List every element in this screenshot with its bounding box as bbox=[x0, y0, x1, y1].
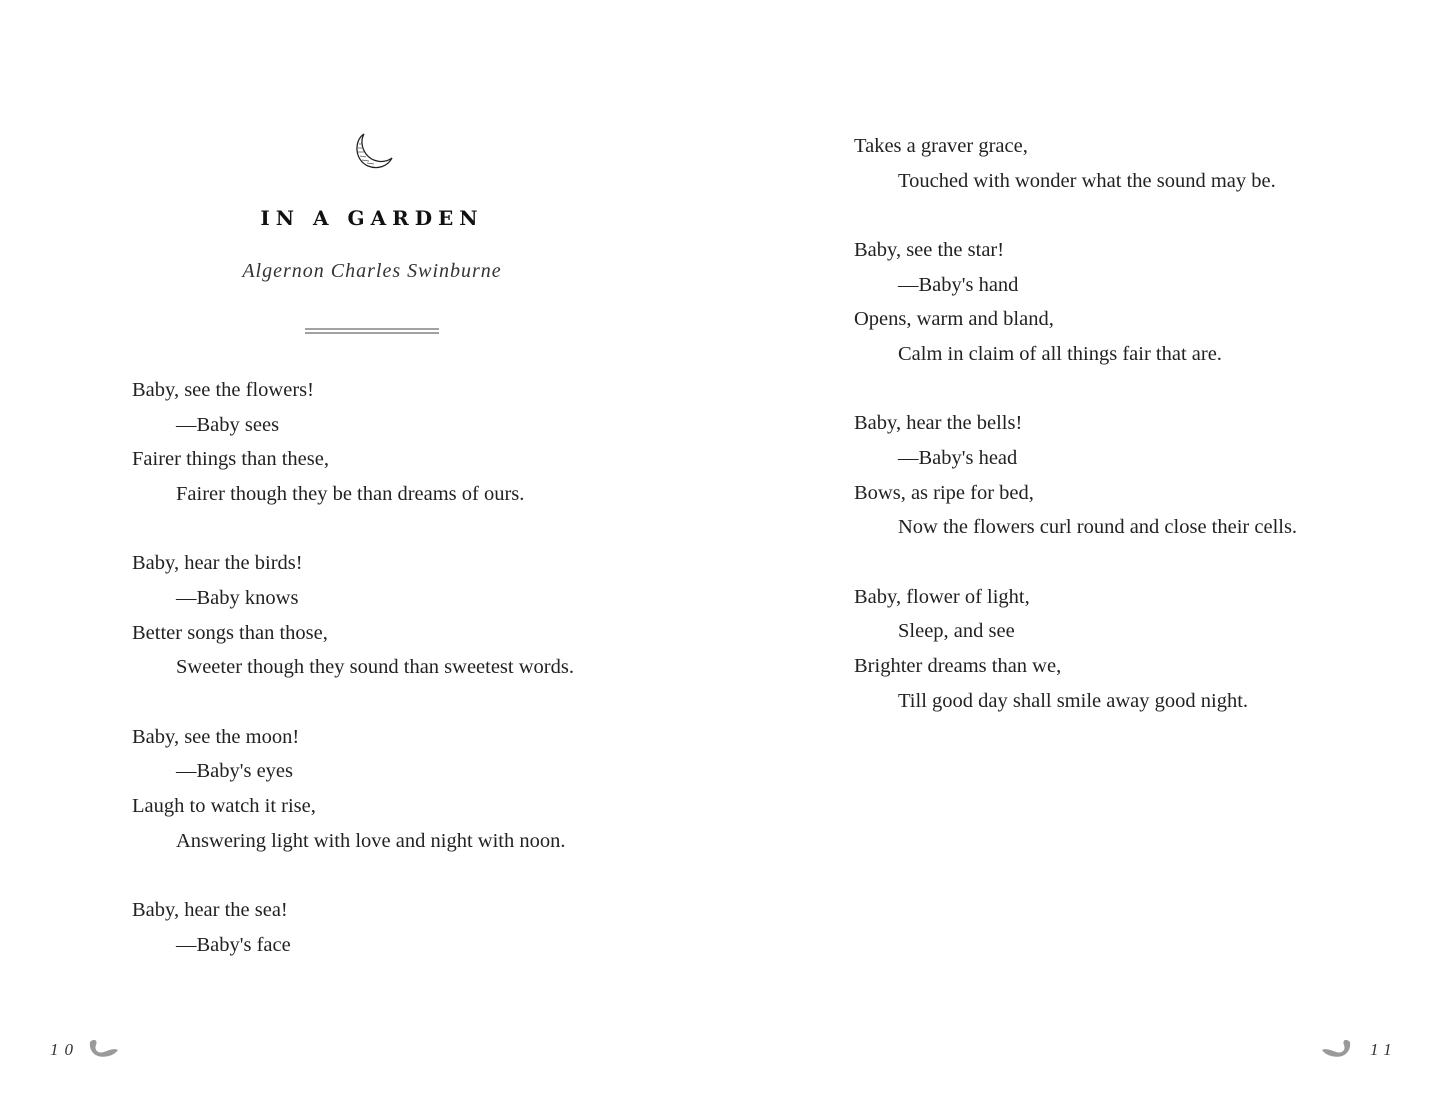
poem-line: Takes a graver grace, bbox=[854, 135, 1028, 157]
poem-line: Now the flowers curl round and close their cells. bbox=[898, 516, 1298, 539]
poem-line: Sweeter though they sound than sweetest words. bbox=[176, 656, 574, 679]
stanza bbox=[132, 546, 574, 685]
stanza bbox=[132, 893, 574, 962]
poem-title: IN A GARDEN bbox=[260, 206, 484, 230]
stanza bbox=[132, 720, 574, 859]
poem-line: Better songs than those, bbox=[132, 621, 328, 644]
poem-line: —Baby's head bbox=[898, 447, 1018, 469]
poem-line: Sleep, and see bbox=[898, 620, 1015, 643]
stanza bbox=[854, 406, 1297, 545]
poem-line: Calm in claim of all things fair that are. bbox=[898, 343, 1222, 366]
page-number-left: 10 bbox=[50, 1040, 79, 1059]
poem-line: Till good day shall smile away good night. bbox=[898, 689, 1249, 712]
right-stanzas bbox=[854, 129, 1297, 753]
leaf-flourish-icon bbox=[1320, 1036, 1354, 1062]
title-divider bbox=[305, 328, 439, 334]
poem-line: Baby, see the flowers! bbox=[132, 379, 314, 401]
poem-author: Algernon Charles Swinburne bbox=[242, 260, 502, 282]
leaf-flourish-icon bbox=[86, 1036, 120, 1062]
poem-line: Answering light with love and night with noon. bbox=[176, 829, 566, 852]
poem-line: Fairer though they be than dreams of ours. bbox=[176, 483, 525, 506]
poem-line: Brighter dreams than we, bbox=[854, 655, 1062, 678]
left-stanzas bbox=[132, 373, 574, 997]
stanza bbox=[854, 580, 1297, 719]
left-page bbox=[0, 0, 722, 1117]
right-page bbox=[722, 0, 1445, 1117]
poem-line: Baby, see the star! bbox=[854, 238, 1005, 261]
poem-line: —Baby's eyes bbox=[176, 760, 293, 783]
poem-line: Baby, flower of light, bbox=[854, 585, 1030, 608]
crescent-moon-icon bbox=[350, 128, 394, 172]
poem-line: —Baby's hand bbox=[898, 273, 1019, 296]
poem-line: Baby, see the moon! bbox=[132, 725, 300, 748]
page-number-right: 11 bbox=[1370, 1040, 1398, 1059]
poem-line: Baby, hear the bells! bbox=[854, 412, 1023, 435]
poem-line: Baby, hear the sea! bbox=[132, 899, 288, 922]
poem-line: Baby, hear the birds! bbox=[132, 552, 303, 575]
stanza bbox=[854, 233, 1297, 372]
stanza bbox=[854, 129, 1297, 198]
poem-line: Laugh to watch it rise, bbox=[132, 795, 316, 818]
poem-line: —Baby's face bbox=[176, 933, 291, 956]
poem-line: Fairer things than these, bbox=[132, 448, 329, 471]
poem-line: Bows, as ripe for bed, bbox=[854, 481, 1034, 504]
poem-line: —Baby knows bbox=[176, 587, 299, 610]
poem-line: —Baby sees bbox=[176, 413, 280, 436]
stanza bbox=[132, 373, 574, 512]
poem-line: Touched with wonder what the sound may be. bbox=[898, 169, 1276, 192]
poem-line: Opens, warm and bland, bbox=[854, 308, 1054, 331]
